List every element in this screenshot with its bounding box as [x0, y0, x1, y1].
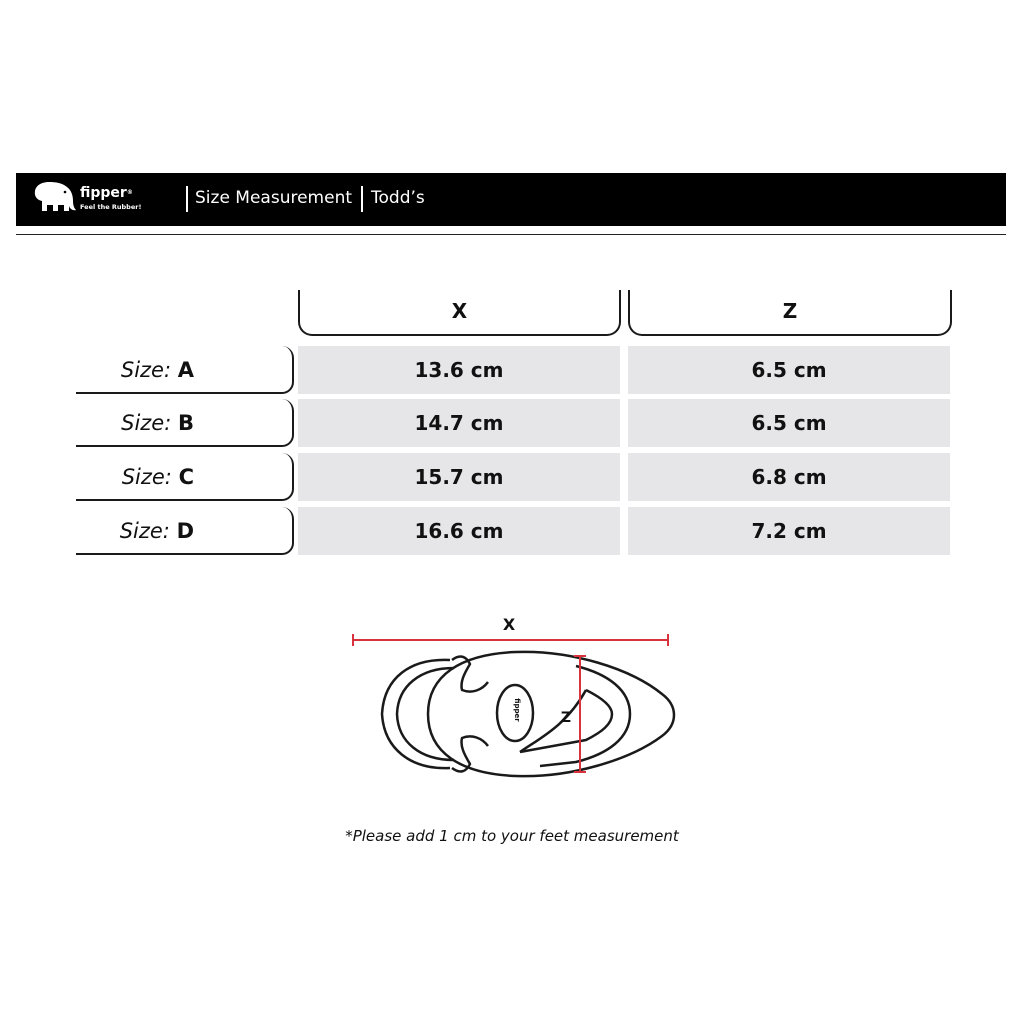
cell-x-size-d: 16.6 cm	[298, 507, 620, 555]
cell-z-size-b: 6.5 cm	[628, 399, 950, 447]
header-banner	[16, 173, 1006, 226]
cell-z-size-a: 6.5 cm	[628, 346, 950, 394]
brand-tagline: Feel the Rubber!	[80, 203, 142, 211]
measurement-note: *Please add 1 cm to your feet measurement	[345, 827, 679, 845]
cell-x-size-c: 15.7 cm	[298, 453, 620, 501]
z-measure-line	[574, 656, 586, 772]
x-measure-line	[353, 634, 668, 646]
divider	[186, 186, 188, 212]
model-name: Todd’s	[371, 188, 425, 208]
elephant-logo-icon	[32, 181, 78, 215]
cell-x-size-a: 13.6 cm	[298, 346, 620, 394]
sandal-diagram	[340, 608, 700, 798]
row-label-size-a: Size: A	[76, 346, 294, 394]
section-title: Size Measurement	[195, 188, 353, 208]
divider	[361, 186, 363, 212]
brand-name: fipper®	[80, 185, 133, 201]
sandal-outline	[382, 652, 674, 776]
column-header-z: Z	[628, 290, 952, 336]
row-label-size-b: Size: B	[76, 399, 294, 447]
sole-logo-text: fipper	[513, 698, 521, 722]
column-header-x: X	[298, 290, 621, 336]
cell-z-size-d: 7.2 cm	[628, 507, 950, 555]
row-label-size-c: Size: C	[76, 453, 294, 501]
z-measure-label: Z	[560, 710, 572, 726]
row-label-size-d: Size: D	[76, 507, 294, 555]
cell-z-size-c: 6.8 cm	[628, 453, 950, 501]
x-measure-label: X	[502, 615, 516, 634]
header-rule	[16, 234, 1006, 235]
cell-x-size-b: 14.7 cm	[298, 399, 620, 447]
